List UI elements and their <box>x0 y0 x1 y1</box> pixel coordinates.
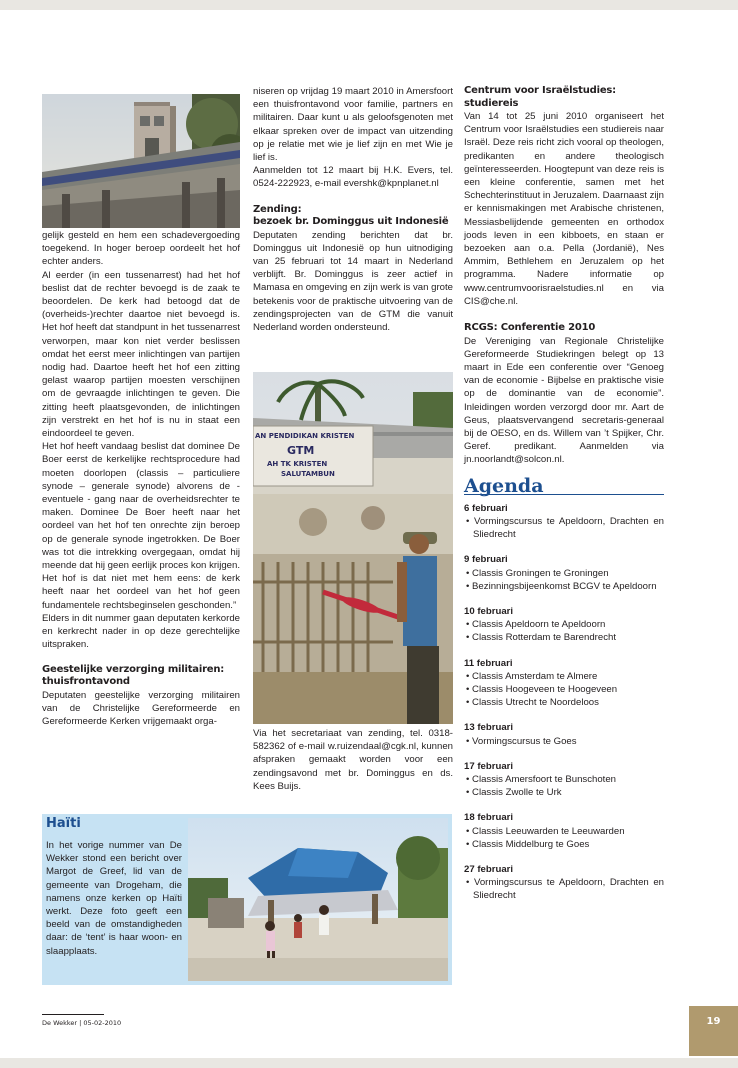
footer-rule <box>42 1014 104 1015</box>
agenda-event: • Vormingscursus te Apeldoorn, Drachten en Sliedrecht <box>466 877 664 902</box>
agenda-event: • Classis Groningen te Groningen <box>466 567 609 579</box>
section-heading-zending-1: Zending: <box>253 203 302 215</box>
agenda-event: • Bezinningsbijeenkomst BCGV te Apeldoorn <box>466 580 657 592</box>
section-heading-militairen-1: Geestelijke verzorging militairen: <box>42 663 225 675</box>
haiti-box <box>42 814 452 985</box>
sign-line-2: GTM <box>287 444 315 457</box>
agenda-title: Agenda <box>464 480 664 495</box>
agenda-date: 17 februari <box>464 760 514 772</box>
agenda-date: 10 februari <box>464 606 514 617</box>
agenda-day <box>464 605 664 645</box>
sign-line-3: AH TK KRISTEN <box>267 460 328 468</box>
agenda-event: • Classis Zwolle te Urk <box>466 787 562 799</box>
agenda-date: 11 februari <box>464 657 513 669</box>
body-paragraph: Het hof heeft vandaag beslist dat dominee De Boer eerst de kerkelijke rechtsprocedure had moeten doorlopen (classis – particuliere synode – generale synode) alvorens de - eventuele - gang naar de overheidsrechter te maken. Dominee De Boer heeft naar het oordeel van het hof ten onrechte zijn beroep op de generale synode ingetrokken. De Boer was tot die intrekking overgegaan, omdat hij meende dat hij geen eerlijk proces kon krijgen. Het hof is dat niet met hem eens: de kerk heeft naar het oordeel van het hof geen fundamentele rechtsbeginselen geschonden.” <box>42 441 240 611</box>
agenda-event: • Classis Utrecht te Noordeloos <box>466 697 599 709</box>
column-1 <box>42 229 240 728</box>
body-paragraph: De Vereniging van Regionale Christelijke Gereformeerde Studiekringen belegt op 13 maart in Ede een conferentie over “Genoeg van de economie - Bijbelse en praktische visie op de dominantie van de economie”. Inleidingen worden verzorgd door mr. Aart de Geus, plaatsvervangend secretaris-generaal bij de OESO, en ds. Willem van ’t Spijker, Chr. Geref. predikant. Aanmelden via jn.noorlandt@solcon.nl. <box>464 335 664 466</box>
agenda-day <box>464 863 664 903</box>
column-2 <box>253 85 453 334</box>
haiti-title: Haïti <box>46 816 81 831</box>
body-paragraph: niseren op vrijdag 19 maart 2010 in Amersfoort een thuisfrontavond voor familie, partners en militairen. Daar kunt u als geloofsgenoten met elkaar spreken over de impact van uitzending op je relatie met wie je lief zijn en met Wie je lief is. <box>253 86 453 164</box>
agenda-date: 13 februari <box>464 722 514 734</box>
agenda-event: • Classis Apeldoorn te Apeldoorn <box>466 619 606 631</box>
body-paragraph: Elders in dit nummer gaan deputaten kerkorde en kerkrecht nader in op deze gerechtelijke uitspraken. <box>42 612 240 651</box>
agenda-day <box>464 811 664 851</box>
agenda-event: • Vormingscursus te Apeldoorn, Drachten en Sliedrecht <box>466 515 664 541</box>
agenda-event: • Classis Hoogeveen te Hoogeveen <box>466 684 618 696</box>
section-heading-rcgs: RCGS: Conferentie 2010 <box>464 322 596 334</box>
agenda-date: 6 februari <box>464 502 508 514</box>
footer-publication: De Wekker | 05-02-2010 <box>42 1019 122 1027</box>
section-heading-zending-2: bezoek br. Dominggus uit Indonesië <box>253 216 449 228</box>
section-heading-militairen-2: thuisfrontavond <box>42 676 130 687</box>
agenda-date: 9 februari <box>464 554 508 566</box>
church-tower-photo <box>42 94 240 228</box>
agenda-day <box>464 657 664 710</box>
agenda-date: 27 februari <box>464 864 514 876</box>
page-number: 19 <box>689 1006 738 1056</box>
agenda-event: • Classis Middelburg te Goes <box>466 838 590 850</box>
body-paragraph: gelijk gesteld en hem een schadevergoeding toegekend. In hoger beroep oordeelt het hof echter anders. <box>42 230 240 268</box>
photo-caption: Via het secretariaat van zending, tel. 0318-582362 of e-mail w.ruizendaal@cgk.nl, kunnen afspraken gemaakt worden voor een zendingsavond met br. Dominggus en ds. Kees Buijs. <box>253 728 453 792</box>
agenda-event: • Classis Rotterdam te Barendrecht <box>466 632 616 644</box>
body-paragraph: Deputaten geestelijke verzorging militairen van de Christelijke Gereformeerde en Gereformeerde Kerken vrijgemaakt orga- <box>42 689 240 727</box>
section-heading-israel: Centrum voor Israëlstudies: studiereis <box>464 85 616 109</box>
agenda-day <box>464 502 664 542</box>
sign-line-1: AN PENDIDIKAN KRISTEN <box>255 432 355 440</box>
agenda-day <box>464 760 664 800</box>
haiti-text: In het vorige nummer van De Wekker stond een bericht over Margot de Greef, lid van de gemeente van Drogeham, die namens onze kerken op Haïti werkt. Deze foto geeft een beeld van de omstandigheden daar: de ‘tent’ is haar woon- en slaapplaats. <box>46 840 182 957</box>
agenda-event: • Vormingscursus te Goes <box>466 735 577 747</box>
contact-paragraph: Aanmelden tot 12 maart bij H.K. Evers, tel. 0524-222923, e-mail evershk@kpnplanet.nl <box>253 165 453 190</box>
body-paragraph: Van 14 tot 25 juni 2010 organiseert het Centrum voor Israëlstudies een studiereis naar Israël. Deze reis richt zich vooral op theologen, predikanten en andere theologisch geïnteresseerden. Hoogtepunt van deze reis is een kleine conferentie, samen met het Schechterinstituut in Jeruzalem. Daarnaast zijn er kennismakingen met Arabische christenen, Messiasbelijdende gemeenten en orthodox joods leven in een kibboets, en staan er bezoeken aan o.a. Pella (Jordanië), Nes Ammim, Bethlehem en Jeruzalem op het programma. Nadere informatie op www.centrumvoorisraelstudies.nl en via CIS@che.nl. <box>464 111 664 307</box>
agenda-day <box>464 721 664 747</box>
sign-line-4: SALUTAMBUN <box>281 470 335 478</box>
haiti-tent-photo <box>188 818 448 981</box>
agenda-event: • Classis Amsterdam te Almere <box>466 670 598 682</box>
column-3 <box>464 85 664 903</box>
body-paragraph: Al eerder (in een tussenarrest) had het hof beslist dat de rechter bevoegd is de zaak te beoordelen. De kerk had betoogd dat de (overheids-)rechter daartoe niet bevoegd is. Het hof heeft dat standpunt in het tussenarrest verworpen, maar kon niet verder beslissen omdat het eerst meer inlichtingen van partijen nodig had. Daartoe heeft het hof een zitting gelast waarop partijen moesten verschijnen om de gevraagde inlichtingen te geven. Die zitting heeft plaatsgevonden, de inlichtingen zijn verstrekt en het hof is nu in staat een eindoordeel te geven. <box>42 269 240 440</box>
body-paragraph: Deputaten zending berichten dat br. Dominggus uit Indonesië op hun uitnodiging van 25 februari tot 14 maart in Nederland verblijft. Br. Dominggus is zeer actief in Mamasa en omgeving en zijn werk is van grote betekenis voor de praktische uitvoering van de zendingsprojecten van de GTM die vanuit Nederland worden ondersteund. <box>253 229 453 334</box>
agenda-date: 18 februari <box>464 812 514 824</box>
agenda-day <box>464 553 664 593</box>
school-visit-photo <box>253 372 453 724</box>
agenda-event: • Classis Amersfoort te Bunschoten <box>466 774 617 786</box>
agenda-event: • Classis Leeuwarden te Leeuwarden <box>466 825 625 837</box>
photo-caption-block <box>253 727 453 793</box>
